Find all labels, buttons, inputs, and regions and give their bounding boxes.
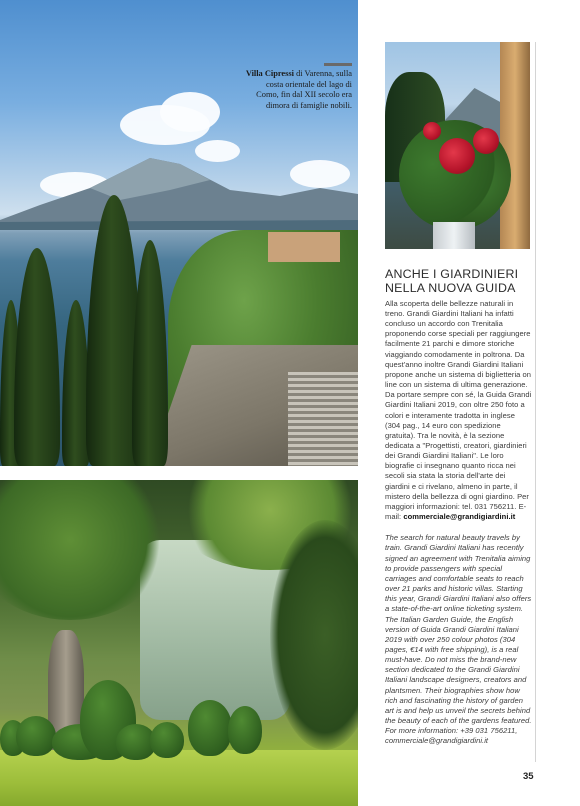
caption-villa-name: Villa Cipressi — [245, 69, 294, 78]
cloud-shape — [160, 92, 220, 132]
mountain-shape — [0, 150, 358, 230]
garden-photo — [0, 480, 358, 806]
column-divider — [535, 42, 536, 762]
red-rose — [473, 128, 499, 154]
red-rose — [439, 138, 475, 174]
cypress-tree — [132, 240, 168, 466]
flower-bouquet-photo — [385, 42, 530, 249]
caption-rule — [324, 63, 352, 66]
villa-building — [268, 232, 340, 262]
topiary-hedge — [188, 700, 232, 756]
body-italian-text: Alla scoperta delle bellezze naturali in treno. Grandi Giardini Italiani ha infatti concluso un accordo con Trenitalia proponendo corse speciali per raggiungere facilmente 21 parchi e dimore storiche viaggiando comodamente in poltrona. Da quest'anno inoltre Grandi Giardini Italiani propone anche un sistema di biglietteria on line con un sistema di ultima generazione. Da portare sempre con sé, la Guida Grandi Giardini Italiani 2019, con oltre 250 foto a colori e interamente tradotta in inglese (304 pag., 14 euro con spedizione gratuita). Tra le novità, è la sezione dedicata a "Progettisti, creatori, giardinieri dei Grandi Giardini Italiani". Le loro biografie ci insegnano quanto ricca nei secoli sia stata la storia dell'arte dei giardini e ci rivelano, almeno in parte, il mistero della bellezza di ogni giardino. Per maggiori informazioni: tel. 031 756211. E-mail: — [385, 298, 532, 522]
column-pillar — [500, 42, 530, 249]
glass-vase — [433, 222, 475, 249]
red-rose — [423, 122, 441, 140]
topiary-hedge — [16, 716, 56, 756]
stone-staircase — [288, 372, 358, 466]
topiary-hedge — [150, 722, 184, 758]
article-heading: ANCHE I GIARDINIERI NELLA NUOVA GUIDA — [385, 267, 519, 296]
email-link[interactable]: commerciale@grandigiardini.it — [403, 512, 516, 522]
article-body-english: The search for natural beauty travels by train. Grandi Giardini Italiani has recently signed an agreement with Trenitalia aiming to provide passengers with special carriages and comfortable seats to reach over 21 parks and historic villas. Starting this year, Grandi Giardini Italiani also offers a state-of-the-art online ticketing system. The Italian Garden Guide, the English version of Guida Grandi Giardini Italiani 2019 with over 250 colour photos (304 pages, €14 with free shipping), is a real must-have. Do not miss the brand-new section dedicated to the Grandi Giardini Italiani landscape designers, creators and plantsmen. Their biographies show how rich and fascinating the history of garden art is and help us unveil the secrets behind the beauty of each of the gardens featured. For more information: +39 031 756211, commerciale@grandigiardini.it — [385, 533, 532, 746]
article-body-italian — [385, 299, 532, 522]
photo-caption — [244, 69, 352, 111]
page-number: 35 — [523, 771, 534, 782]
cypress-tree — [14, 248, 60, 466]
topiary-hedge — [228, 706, 262, 754]
caption-text: di Varenna, sulla costa orientale del lago di Como, fin dal XII secolo era dimora di famiglie nobili. — [256, 69, 352, 110]
garden-lawn — [0, 750, 358, 806]
article-column — [385, 267, 532, 747]
